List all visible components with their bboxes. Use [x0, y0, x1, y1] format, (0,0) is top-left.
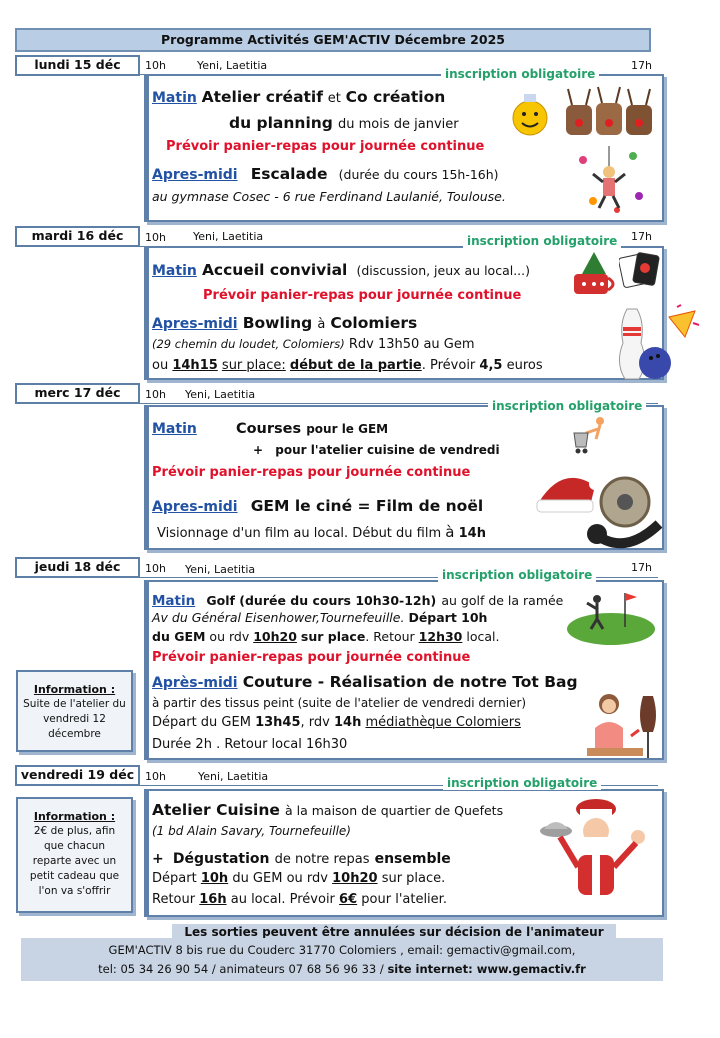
matin-extra — [253, 443, 500, 457]
activity-title: Atelier Cuisine — [152, 801, 280, 819]
text: (discussion, jeux au local...) — [356, 263, 530, 278]
text: Visionnage d'un film au local. Début du film — [157, 526, 442, 541]
am-time-line — [152, 358, 543, 373]
day-label-lundi: lundi 15 déc — [15, 55, 140, 76]
info-line: petit cadeau que — [29, 870, 120, 882]
info-line: reparte avec un — [32, 855, 117, 867]
text: pour l'atelier cuisine de vendredi — [275, 443, 500, 457]
text: ou — [152, 358, 169, 373]
matin-line — [152, 88, 445, 106]
inscription-badge: inscription obligatoire — [463, 234, 621, 248]
time: 14h15 — [172, 358, 218, 373]
inscription-badge: inscription obligatoire — [488, 399, 646, 413]
info-line: 2€ de plus, afin — [33, 825, 116, 837]
repas-note: Prévoir panier-repas pour journée continue — [152, 650, 471, 665]
text: Départ 10h — [408, 610, 488, 625]
repas-note: Prévoir panier-repas pour journée continue — [166, 139, 485, 154]
text: pour le GEM — [306, 422, 389, 436]
time: 10h20 — [332, 871, 378, 886]
depart-line — [152, 871, 445, 886]
matin-label: Matin — [152, 593, 196, 609]
activity-title: Co création — [345, 88, 446, 106]
activity-title: Atelier créatif — [201, 88, 323, 106]
text: + — [253, 443, 264, 457]
activity-title: Golf (durée du cours 10h30-12h) — [206, 593, 437, 608]
activity-title: GEM le ciné = Film de noël — [250, 497, 484, 515]
info-line: décembre — [48, 728, 101, 740]
golf-icon — [563, 585, 659, 647]
am-label: Apres-midi — [152, 316, 238, 332]
text: au local. Prévoir — [230, 892, 335, 907]
footer-contact — [21, 960, 663, 979]
am-detail — [157, 523, 486, 541]
sewing-icon — [583, 686, 663, 766]
text: du mois de janvier — [338, 117, 459, 132]
text: ensemble — [374, 851, 451, 867]
repas-note: Prévoir panier-repas pour journée continue — [152, 465, 471, 480]
matin-line — [152, 260, 530, 279]
text: + — [152, 851, 164, 867]
santa-chef-icon — [538, 797, 658, 909]
bowling-icon — [597, 303, 707, 383]
day-label-merc: merc 17 déc — [15, 383, 140, 404]
film-reel-icon — [533, 462, 663, 558]
address: Av du Général Eisenhower,Tournefeuille. — [152, 610, 405, 625]
text: . Retour — [365, 629, 415, 644]
am-line — [152, 672, 578, 691]
am-detail: à partir des tissus peint (suite de l'atelier de vendredi dernier) — [152, 696, 527, 710]
am-duree: Durée 2h . Retour local 16h30 — [152, 737, 348, 752]
am-line — [152, 164, 499, 183]
text: ou rdv — [209, 629, 250, 644]
retour-line — [152, 892, 447, 907]
degustation-line — [152, 848, 451, 867]
staff: Yeni, Laetitia — [185, 563, 256, 576]
info-title: Information : — [33, 810, 116, 823]
cancellation-note: Les sorties peuvent être annulées sur décision de l'animateur — [172, 924, 616, 938]
reindeer-icon — [564, 83, 654, 141]
text: à la maison de quartier de Quefets — [285, 803, 504, 818]
staff: Yeni, Laetitia — [185, 388, 256, 401]
text: pour l'atelier. — [361, 892, 447, 907]
footer-website-link[interactable]: site internet: www.gemactiv.fr — [387, 962, 586, 976]
start-time: 10h — [145, 231, 166, 244]
info-line: l'on va s'offrir — [38, 885, 111, 897]
inscription-badge: inscription obligatoire — [443, 776, 601, 790]
start-time: 10h — [145, 770, 166, 783]
text: Départ — [152, 871, 197, 886]
matin-line-2 — [229, 113, 459, 132]
activity-title: Courses — [235, 421, 302, 437]
activity-title: du planning — [229, 114, 333, 132]
inscription-badge: inscription obligatoire — [441, 67, 599, 81]
am-line — [152, 496, 483, 515]
activity-title: Escalade — [250, 165, 328, 183]
page-title: Programme Activités GEM'ACTIV Décembre 2025 — [15, 28, 651, 52]
text: sur place: — [221, 358, 286, 373]
text: euros — [506, 358, 543, 373]
christmas-mug-icon — [568, 250, 620, 298]
text: Retour — [152, 892, 196, 907]
repas-note: Prévoir panier-repas pour journée continue — [203, 288, 522, 303]
shopping-cart-icon — [570, 415, 614, 457]
info-line: vendredi 12 — [43, 713, 106, 725]
end-time: 17h — [631, 59, 652, 72]
info-box-jeudi — [16, 670, 133, 752]
price: 6€ — [339, 892, 358, 907]
am-label: Apres-midi — [152, 499, 238, 515]
address: (1 bd Alain Savary, Tournefeuille) — [152, 824, 351, 838]
info-title: Information : — [33, 683, 116, 696]
text: sur place — [300, 629, 366, 644]
end-time: 17h — [631, 230, 652, 243]
climber-icon — [573, 146, 651, 218]
time: 16h — [199, 892, 227, 907]
staff: Yeni, Laetitia — [197, 59, 268, 72]
matin-addr-line — [152, 610, 487, 625]
text: du GEM ou rdv — [232, 871, 328, 886]
day-label-vendredi: vendredi 19 déc — [15, 765, 140, 786]
matin-line — [152, 418, 388, 437]
text: à — [445, 523, 455, 541]
text: (durée du cours 15h-16h) — [338, 167, 499, 182]
end-time: 17h — [631, 561, 652, 574]
footer-address: GEM'ACTIV 8 bis rue du Couderc 31770 Colomiers , email: gemactiv@gmail.com, — [108, 943, 576, 957]
am-label: Après-midi — [152, 675, 238, 691]
matin-rdv-line — [152, 629, 499, 644]
activity-title: Bowling — [242, 314, 313, 332]
text: début de la partie — [289, 358, 422, 373]
time: 14h — [458, 526, 486, 541]
footer — [21, 938, 663, 981]
day-label-mardi: mardi 16 déc — [15, 226, 140, 247]
time: 10h20 — [253, 629, 297, 644]
time: 10h — [200, 871, 229, 886]
text: Rdv 13h50 au Gem — [348, 337, 475, 352]
title-line — [152, 800, 503, 819]
matin-label: Matin — [152, 421, 197, 437]
info-box-vendredi — [16, 797, 133, 913]
text: médiathèque Colomiers — [365, 715, 521, 730]
am-address-line — [152, 337, 475, 352]
text: local. — [466, 629, 500, 644]
start-time: 10h — [145, 388, 166, 401]
am-line — [152, 313, 417, 332]
day-label-jeudi: jeudi 18 déc — [15, 557, 140, 578]
text: sur place. — [381, 871, 446, 886]
info-line: que chacun — [43, 840, 106, 852]
text: , rdv — [300, 715, 330, 730]
time: 13h45 — [255, 715, 301, 730]
am-depart-line — [152, 715, 521, 730]
inscription-badge: inscription obligatoire — [438, 568, 596, 582]
activity-title: Colomiers — [330, 314, 418, 332]
matin-label: Matin — [152, 90, 197, 106]
time: 14h — [333, 715, 362, 730]
text: au golf de la ramée — [441, 593, 564, 608]
address: (29 chemin du loudet, Colomiers) — [152, 337, 345, 351]
matin-line — [152, 590, 563, 609]
start-time: 10h — [145, 562, 166, 575]
text: de notre repas — [274, 852, 370, 867]
text: à — [317, 317, 326, 332]
am-label: Apres-midi — [152, 167, 238, 183]
matin-label: Matin — [152, 263, 197, 279]
info-line: Suite de l'atelier du — [23, 698, 126, 710]
activity-title: Dégustation — [172, 851, 270, 867]
lightbulb-icon — [505, 88, 555, 138]
text: et — [327, 91, 341, 106]
text: Départ du GEM — [152, 715, 251, 730]
footer-phone: tel: 05 34 26 90 54 / animateurs 07 68 56 96 33 / — [98, 962, 384, 976]
staff: Yeni, Laetitia — [198, 770, 269, 783]
staff: Yeni, Laetitia — [193, 230, 264, 243]
activity-title: Couture - Réalisation de notre Tot Bag — [242, 673, 578, 691]
text: . Prévoir — [421, 358, 476, 373]
activity-title: Accueil convivial — [201, 261, 348, 279]
price: 4,5 — [479, 358, 503, 373]
text: du GEM — [152, 629, 206, 644]
time: 12h30 — [418, 629, 463, 644]
cards-icon — [619, 250, 663, 288]
am-place: au gymnase Cosec - 6 rue Ferdinand Laulanié, Toulouse. — [152, 189, 506, 204]
start-time: 10h — [145, 59, 166, 72]
